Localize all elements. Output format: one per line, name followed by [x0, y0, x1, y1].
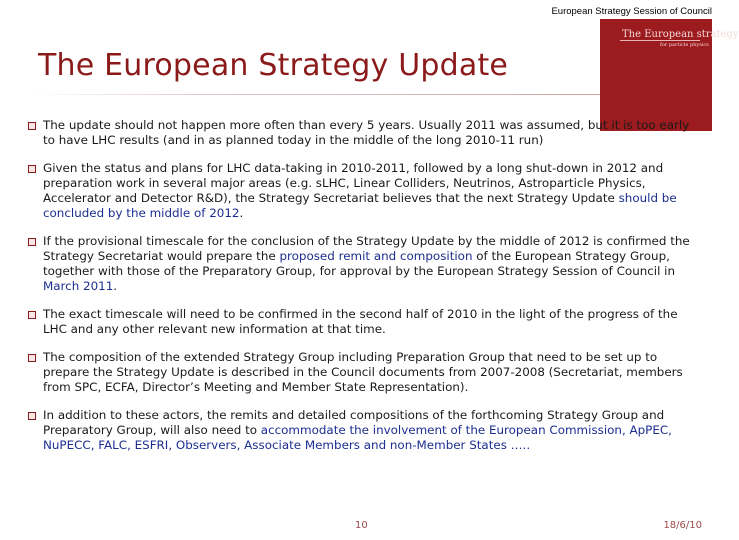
bullet-text: The update should not happen more often than every 5 years. Usually 2011 was assumed, but it is too early to have LHC results (and in as planned today in the middle of the long 2010-11 run) [43, 118, 690, 147]
bullet-text: The composition of the extended Strategy Group including Preparation Group that need to be set up to prepare the Strategy Update is described in the Council documents from 2007-2008 (Secretariat, members from SPC, ECFA, Director’s Meeting and Member State Representation). [43, 350, 683, 394]
bullet-text: . [239, 206, 244, 220]
bullet-text: If the provisional timescale for the conclusion of the Strategy Update by the middle of 2012 is confirmed the Strategy Secretariat would prepare the [43, 234, 690, 263]
logo-title: The European strategy [622, 29, 739, 40]
bullet-list [26, 118, 691, 466]
highlighted-text: proposed remit and composition [279, 249, 473, 263]
bullet-square-icon [28, 165, 36, 173]
bullet-item [26, 161, 691, 221]
highlighted-text: should be concluded by the middle of 2012 [43, 191, 677, 220]
bullet-square-icon [28, 412, 36, 420]
bullet-text: . [113, 279, 118, 293]
bullet-square-icon [28, 311, 36, 319]
highlighted-text: accommodate the involvement of the European Commission, ApPEC, NuPECC, FALC, ESFRI, Observers, Associate Members and non-Member States ….. [43, 423, 672, 452]
strategy-logo [600, 19, 739, 131]
bullet-item [26, 118, 691, 148]
bullet-text: In addition to these actors, the remits and detailed compositions of the forthcoming Strategy Group and Preparatory Group, will also need to [43, 408, 665, 437]
bullet-square-icon [28, 238, 36, 246]
page-number: 10 [355, 520, 368, 531]
bullet-item [26, 350, 691, 395]
bullet-text: Given the status and plans for LHC data-taking in 2010-2011, followed by a long shut-down in 2012 and preparation work in several major areas (e.g. sLHC, Linear Colliders, Neutrinos, Astroparticle Physics, Accelerator and Detector R&D), the Strategy Secretariat believes that the next Strategy Update [43, 161, 664, 205]
bullet-square-icon [28, 122, 36, 130]
title-divider [30, 94, 600, 95]
bullet-square-icon [28, 354, 36, 362]
logo-divider [620, 40, 700, 41]
slide-date: 18/6/10 [663, 520, 702, 531]
highlighted-text: March 2011 [43, 279, 114, 293]
bullet-item [26, 408, 691, 453]
bullet-text: The exact timescale will need to be confirmed in the second half of 2010 in the light of the progress of the LHC and any other relevant new information at that time. [43, 307, 678, 336]
bullet-text: of the European Strategy Group, together with those of the Preparatory Group, for approval by the European Strategy Session of Council in [43, 249, 676, 278]
logo-subtitle: for particle physics [660, 42, 709, 48]
bullet-item [26, 307, 691, 337]
bullet-item [26, 234, 691, 294]
slide-title: The European Strategy Update [38, 48, 509, 83]
session-label: European Strategy Session of Council [551, 6, 712, 17]
